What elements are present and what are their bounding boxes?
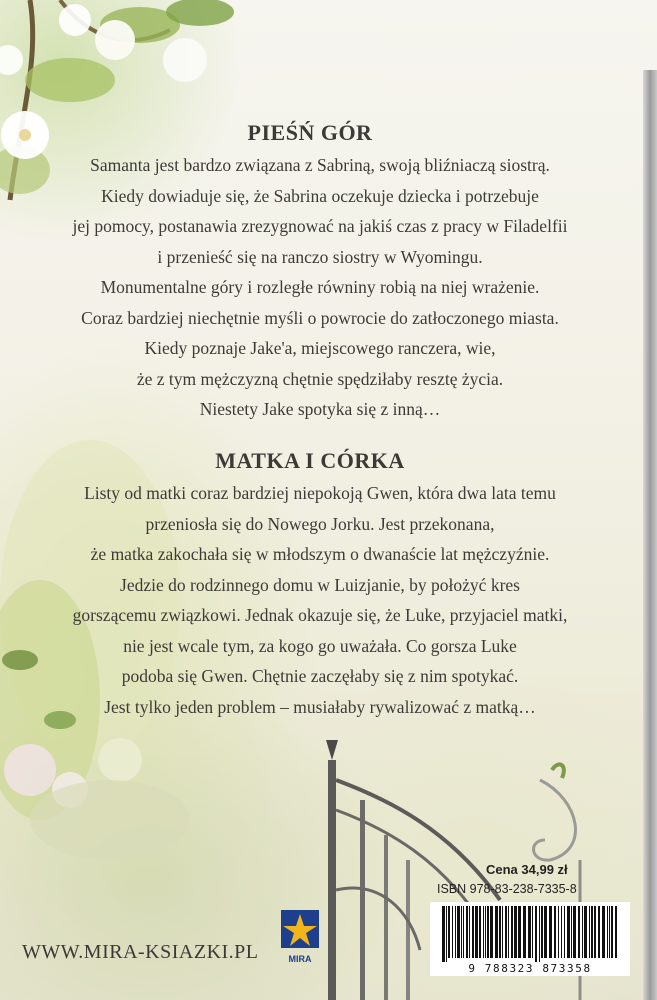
blurb-line: podoba się Gwen. Chętnie zaczęłaby się z nim spotykać. — [121, 666, 519, 686]
barcode-bar — [528, 906, 531, 958]
barcode-bar — [544, 906, 547, 958]
barcode-bar — [487, 906, 489, 958]
barcode-bar — [475, 906, 478, 958]
barcode-bar — [499, 906, 501, 958]
barcode-bar — [589, 906, 590, 958]
blurb-line: Listy od matki coraz bardziej niepokoją Gwen, która dwa lata temu — [84, 483, 556, 503]
barcode-bar — [518, 906, 521, 958]
barcode-bar — [567, 906, 570, 958]
logo-wordmark: MIRA — [288, 954, 312, 964]
barcode-bar — [607, 906, 608, 958]
barcode-bar — [469, 906, 470, 958]
barcode-bar — [455, 906, 456, 958]
barcode-bar — [571, 906, 572, 958]
barcode-bar — [448, 906, 450, 958]
barcode-bar — [541, 906, 543, 958]
blurb-line: Jest tylko jeden problem – musiałaby rywalizować z matką… — [104, 696, 536, 717]
section-title-piesn-gor: PIEŚŃ GÓR — [247, 120, 373, 145]
blurb-line: Coraz bardziej niechętnie myśli o powrocie do zatłoczonego miasta. — [81, 307, 559, 328]
barcode-bar — [609, 906, 610, 958]
barcode-bar — [466, 906, 468, 958]
blurb-line: Niestety Jake spotyka się z inną… — [199, 399, 441, 419]
price-label: Cena 34,99 zł — [486, 862, 568, 877]
barcode-bar — [452, 906, 453, 958]
barcode-bar — [615, 906, 617, 958]
barcode-bar — [598, 906, 600, 958]
blurb-line: przeniosła się do Nowego Jorku. Jest przekonana, — [145, 513, 495, 534]
isbn-label: ISBN 978-83-238-7335-8 — [437, 882, 577, 896]
blurb-line: jej pomocy, postanawia zrezygnować na jakiś czas z pracy w Filadelfii — [72, 216, 568, 236]
barcode-bar — [505, 906, 507, 958]
barcode-bar — [511, 906, 513, 958]
barcode-bars — [442, 906, 618, 962]
barcode-bar — [582, 906, 583, 958]
barcode-bar — [457, 906, 460, 958]
barcode-bar — [495, 906, 498, 958]
barcode-bar — [442, 906, 445, 962]
blurb-line: i przenieść się na ranczo siostry w Wyomingu. — [157, 246, 483, 267]
barcode-bar — [514, 906, 517, 958]
blurb-line: Kiedy dowiaduje się, że Sabrina oczekuje dziecka i potrzebuje — [101, 185, 539, 206]
barcode-bar — [446, 906, 447, 962]
blurb-line: Samanta jest bardzo związana z Sabriną, swoją bliźniaczą siostrą. — [90, 155, 550, 175]
barcode-bar — [602, 906, 605, 958]
barcode-bar — [564, 906, 565, 958]
spine-edge — [643, 70, 657, 1000]
barcode-bar — [485, 906, 486, 958]
barcode-bar — [461, 906, 462, 958]
barcode-bar — [554, 906, 556, 958]
blurb-line: Monumentalne góry i rozległe równiny robią na niej wrażenie. — [100, 277, 540, 297]
barcode-bar — [539, 906, 540, 962]
blurb-line: Kiedy poznaje Jake'a, miejscowego ranczera, wie, — [144, 338, 496, 358]
blurb-piesn-gor — [20, 150, 620, 425]
barcode-bar — [561, 906, 562, 958]
blurb-line: że matka zakochała się w młodszym o dwanaście lat mężczyźnie. — [90, 544, 550, 564]
barcode-bar — [483, 906, 484, 958]
blurb-line: gorszącemu związkowi. Jednak okazuje się, że Luke, przyjaciel matki, — [72, 605, 568, 625]
barcode-bar — [591, 906, 593, 958]
star-icon — [277, 908, 323, 952]
barcode-bar — [584, 906, 587, 958]
barcode-bar — [573, 906, 576, 958]
blurb-line: Jedzie do rodzinnego domu w Luizjanie, by położyć kres — [120, 574, 520, 595]
blurb-line: nie jest wcale tym, za kogo go uważała. Co gorsza Luke — [123, 635, 517, 656]
barcode-bar — [479, 906, 481, 958]
barcode-digits: 9 788323 873358 — [468, 962, 592, 975]
barcode-bar — [472, 906, 474, 958]
barcode-bar — [508, 906, 509, 958]
barcode-bar — [532, 906, 533, 958]
section-title-matka-i-corka: MATKA I CÓRKA — [215, 448, 405, 473]
barcode-bar — [490, 906, 493, 958]
publisher-website: WWW.MIRA-KSIAZKI.PL — [22, 941, 259, 963]
mira-star-logo — [277, 908, 323, 964]
barcode-bar — [549, 906, 552, 958]
barcode-bar — [535, 906, 537, 962]
barcode-bar — [502, 906, 503, 958]
blurb-matka-i-corka — [20, 478, 620, 722]
barcode-bar — [558, 906, 559, 958]
isbn-barcode — [430, 902, 630, 976]
barcode-bar — [578, 906, 580, 958]
barcode-bar — [611, 906, 613, 958]
barcode-bar — [523, 906, 526, 958]
barcode-bar — [594, 906, 596, 958]
blurb-line: że z tym mężczyzną chętnie spędziłaby resztę życia. — [136, 368, 504, 389]
barcode-bar — [463, 906, 464, 958]
